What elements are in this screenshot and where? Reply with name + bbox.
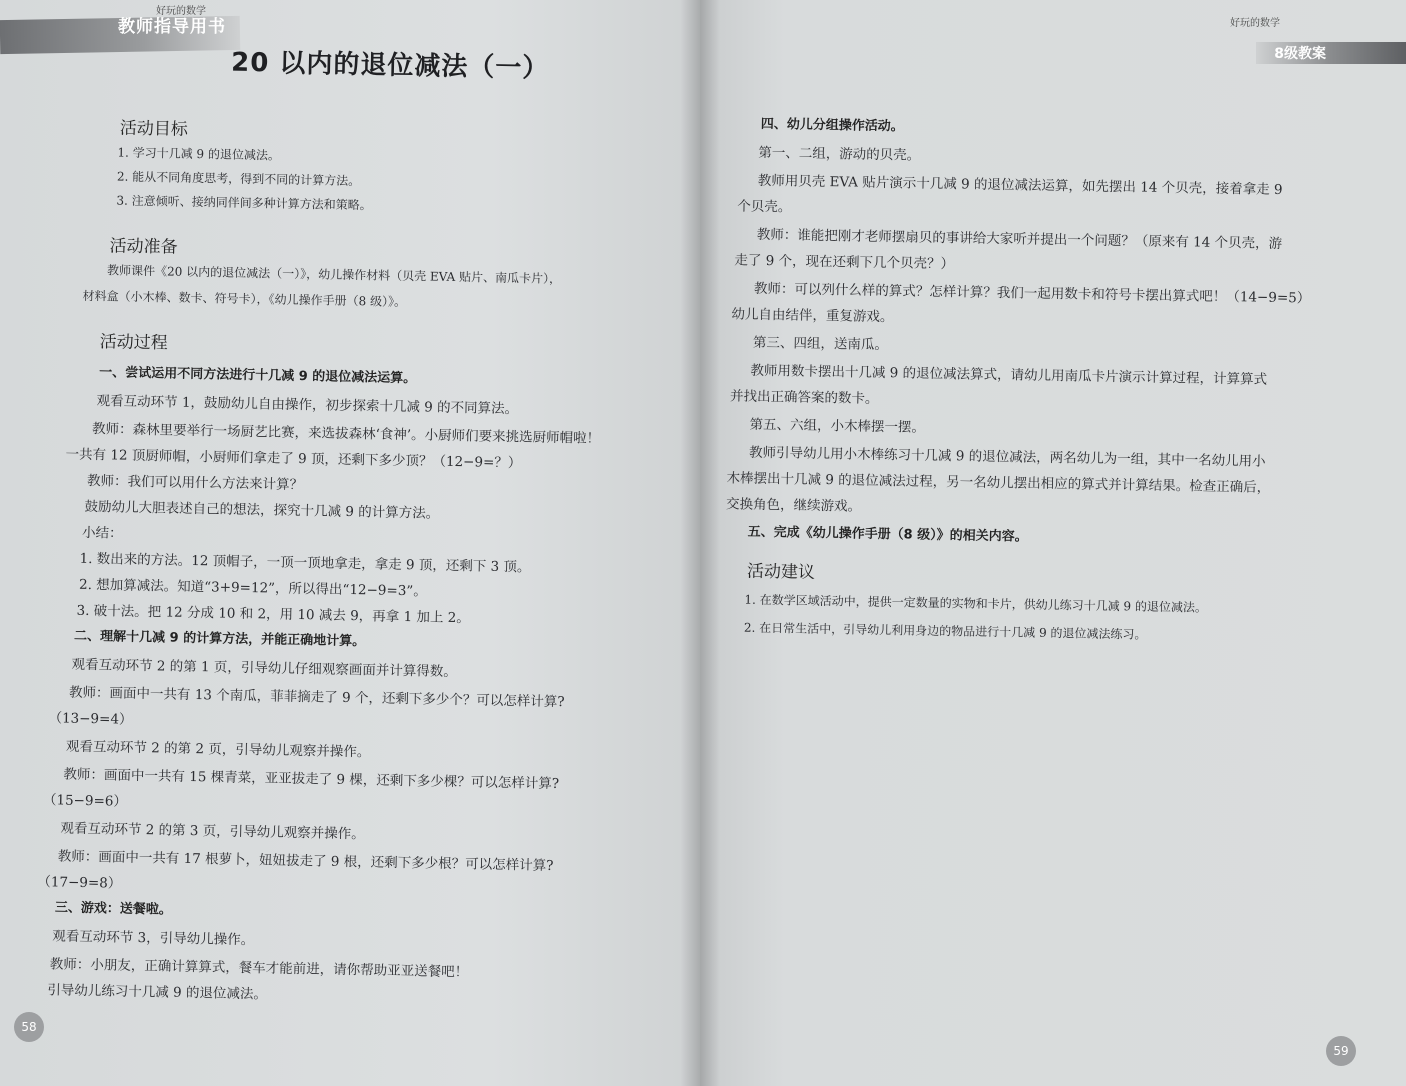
body-line: 幼儿自由结伴，重复游戏。 xyxy=(731,306,894,326)
left-page-number: 58 xyxy=(14,1012,44,1042)
right-page-number: 59 xyxy=(1326,1036,1356,1066)
body-line: 观看互动环节 2 的第 3 页，引导幼儿观察并操作。 xyxy=(60,820,365,843)
body-line: 教师：森林里要举行一场厨艺比赛，来选拔森林‘食神’。小厨师们要来挑选厨师帽啦！ xyxy=(91,421,601,447)
suggest-item: 2. 在日常生活中，引导幼儿利用身边的物品进行十几减 9 的退位减法练习。 xyxy=(743,620,1147,642)
body-line: 鼓励幼儿大胆表述自己的想法，探究十几减 9 的计算方法。 xyxy=(84,498,440,522)
body-line: 2. 想加算减法。知道“3+9=12”，所以得出“12−9=3”。 xyxy=(78,576,427,600)
body-line: 教师：可以列什么样的算式？怎样计算？我们一起用数卡和符号卡摆出算式吧！（14−9=5） xyxy=(753,280,1311,307)
suggest-item: 1. 在数学区域活动中，提供一定数量的实物和卡片，供幼儿练习十几减 9 的退位减法。 xyxy=(744,592,1208,615)
body-line: 第三、四组，送南瓜。 xyxy=(752,334,889,354)
body-line: 观看互动环节 1，鼓励幼儿自由操作，初步探索十几减 9 的不同算法。 xyxy=(96,393,519,418)
body-line: 教师：谁能把刚才老师摆扇贝的事讲给大家听并提出一个问题？（原来有 14 个贝壳，游 xyxy=(756,226,1283,252)
body-line: 教师用数卡摆出十几减 9 的退位减法算式，请幼儿用南瓜卡片演示计算过程，计算算式 xyxy=(750,362,1268,388)
process-heading: 活动过程 xyxy=(99,332,168,354)
book-gutter-shadow xyxy=(680,0,720,1086)
body-line: 交换角色，继续游戏。 xyxy=(725,496,862,515)
body-line: 观看互动环节 2 的第 2 页，引导幼儿观察并操作。 xyxy=(65,738,371,761)
body-line: （13−9=4） xyxy=(48,710,133,728)
suggest-heading: 活动建议 xyxy=(746,561,816,583)
body-line: 走了 9 个，现在还剩下几个贝壳？） xyxy=(734,252,955,273)
body-line: 教师引导幼儿用小木棒练习十几减 9 的退位减法，两名幼儿为一组，其中一名幼儿用小 xyxy=(748,444,1266,470)
body-line: 1. 数出来的方法。12 顶帽子，一顶一顶地拿走，拿走 9 顶，还剩下 3 顶。 xyxy=(79,550,531,576)
left-page xyxy=(0,0,700,1086)
page-title: 20 以内的退位减法（一） xyxy=(230,47,550,84)
body-line: 观看互动环节 2 的第 1 页，引导幼儿仔细观察画面并计算得数。 xyxy=(71,656,457,681)
body-line: 第一、二组，游动的贝壳。 xyxy=(758,144,921,164)
step-heading: 五、完成《幼儿操作手册（8 级）》的相关内容。 xyxy=(747,524,1028,545)
right-page-content xyxy=(700,0,1406,1086)
body-line: 一共有 12 顶厨师帽，小厨师们拿走了 9 顶，还剩下多少顶？（12−9=？） xyxy=(65,446,522,472)
body-line: （17−9=8） xyxy=(37,874,122,892)
body-line: 小结： xyxy=(81,524,123,542)
prep-line: 材料盒（小木棒、数卡、符号卡），《幼儿操作手册（8 级）》。 xyxy=(82,288,407,310)
right-header-label: 8级教案 xyxy=(1274,46,1326,62)
left-page-content xyxy=(0,0,700,1086)
body-line: 教师：画面中一共有 13 个南瓜，菲菲摘走了 9 个，还剩下多少个？可以怎样计算? xyxy=(68,684,565,711)
left-header-label: 教师指导用书 xyxy=(118,17,226,37)
step-heading: 一、尝试运用不同方法进行十几减 9 的退位减法运算。 xyxy=(99,365,417,387)
body-line: 第五、六组，小木棒摆一摆。 xyxy=(749,416,926,436)
goal-heading: 活动目标 xyxy=(119,118,189,140)
body-line: 教师用贝壳 EVA 贴片演示十几减 9 的退位减法运算，如先摆出 14 个贝壳，接着拿走 9 xyxy=(757,172,1283,198)
goal-item: 1. 学习十几减 9 的退位减法。 xyxy=(117,145,281,163)
right-header-series: 好玩的数学 xyxy=(1230,18,1280,29)
body-line: 并找出正确答案的数卡。 xyxy=(729,388,879,407)
body-line: 引导幼儿练习十几减 9 的退位减法。 xyxy=(47,982,268,1003)
step-heading: 二、理解十几减 9 的计算方法，并能正确地计算。 xyxy=(73,628,366,650)
body-line: 教师：我们可以用什么方法来计算？ xyxy=(86,472,304,494)
body-line: 观看互动环节 3，引导幼儿操作。 xyxy=(52,928,255,949)
step-heading: 四、幼儿分组操作活动。 xyxy=(760,116,904,135)
body-line: （15−9=6） xyxy=(42,792,128,810)
body-line: 教师：小朋友，正确计算算式，餐车才能前进，请你帮助亚亚送餐吧！ xyxy=(49,956,469,981)
goal-item: 3. 注意倾听、接纳同伴间多种计算方法和策略。 xyxy=(116,193,372,213)
prep-line: 教师课件《20 以内的退位减法（一）》，幼儿操作材料（贝壳 EVA 贴片、南瓜卡片）， xyxy=(106,263,562,287)
prep-heading: 活动准备 xyxy=(109,236,178,258)
goal-item: 2. 能从不同角度思考，得到不同的计算方法。 xyxy=(116,169,361,189)
body-line: 个贝壳。 xyxy=(737,198,792,216)
body-line: 木棒摆出十几减 9 的退位减法过程，另一名幼儿摆出相应的算式并计算结果。检查正确后， xyxy=(726,470,1271,496)
right-page xyxy=(700,0,1406,1086)
body-line: 教师：画面中一共有 15 棵青菜，亚亚拔走了 9 棵，还剩下多少棵？可以怎样计算? xyxy=(63,766,560,793)
body-line: 3. 破十法。把 12 分成 10 和 2，用 10 减去 9，再拿 1 加上 2。 xyxy=(76,602,470,627)
left-header-series: 好玩的数学 xyxy=(156,6,206,17)
body-line: 教师：画面中一共有 17 根萝卜，妞妞拔走了 9 根，还剩下多少根？可以怎样计算? xyxy=(57,848,554,874)
step-heading: 三、游戏：送餐啦。 xyxy=(54,900,173,918)
